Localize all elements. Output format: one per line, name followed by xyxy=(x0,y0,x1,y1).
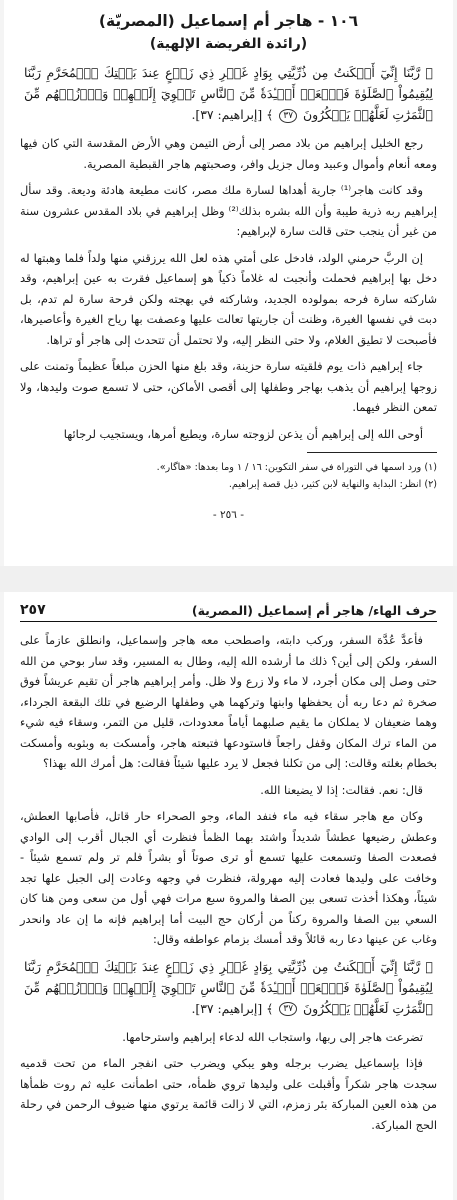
verse-text: ﴿ رَّبَّنَا إِنِّيٓ أَسۡكَنتُ مِن ذُرِّيَّتِي بِوَادٍ غَيۡرِ ذِي زَرۡعٍ عِندَ بَيۡتِكَ ٱلۡمُحَرَّمِ رَبَّنَا لِيُقِيمُواْ ٱلصَّلَوٰةَ فَٱجۡعَلۡ أَفۡـِٔدَةٗ مِّنَ ٱلنَّاسِ تَهۡوِيٓ إِلَيۡهِمۡ وَٱرۡزُقۡهُم مِّنَ ٱلثَّمَرَٰتِ لَعَلَّهُمۡ يَشۡكُرُونَ xyxy=(24,958,433,1016)
paragraph: أوحى الله إلى إبراهيم أن يذعن لزوجته سارة، ويطيع أمرها، ويستجيب لرجائها xyxy=(63,426,423,441)
verse-text: ﴿ رَّبَّنَا إِنِّيٓ أَسۡكَنتُ مِن ذُرِّيَّتِي بِوَادٍ غَيۡرِ ذِي زَرۡعٍ عِندَ بَيۡتِكَ ٱلۡمُحَرَّمِ رَبَّنَا لِيُقِيمُواْ ٱلصَّلَوٰةَ فَٱجۡعَلۡ أَفۡـِٔدَةٗ مِّنَ ٱلنَّاسِ تَهۡوِيٓ إِلَيۡهِمۡ وَٱرۡزُقۡهُم مِّنَ ٱلثَّمَرَٰتِ لَعَلَّهُمۡ يَشۡكُرُونَ xyxy=(24,65,433,122)
chapter-subtitle: (رائدة الفريضة الإلهية) xyxy=(149,36,308,52)
quran-verse xyxy=(20,956,437,1019)
book-page-256 xyxy=(4,0,453,566)
footnote: (١) ورد اسمها في التوراة في سفر التكوين: ١٦ / ١ وما بعدها: «هاگار». xyxy=(156,462,437,473)
ayah-number-marker: ٣٧ xyxy=(279,109,297,123)
paragraph: وكان مع هاجر سقاء فيه ماء فنفد الماء، وجو الصحراء حار قاتل، فأصابها العطش، وعطش رضيعها عطشاً شديداً واشتد بهما الظمأ فنظرت أي الجبال أقرب إلى الوادي فصعدت الصفا وتسمعت عليها تسمع أو ترى صوتاً أو بشراً فلم تر ولم تسمع شيئاً - وخافت على وليدها فعادت إليه مهرولة، فنظرت في وجهه وعادت إلى الجبل علها تجد شيئاً، وهكذا أخذت تسعى بين الصفا والمروة سبع مرات فهي أول من سعى ومن هنا كان السعي بين الصفا والمروة ركناً من أركان حج البيت أما إبراهيم فإنه ما إن عاد وانحدر وغاب عن عينها دعا ربه قائلاً وقد أمسك بزمام عواطفه وقال: xyxy=(20,809,437,946)
verse-reference: ﴾ [إبراهيم: ٣٧]. xyxy=(191,1000,274,1016)
paragraph: إن الربَّ حرمني الولد، فادخل على أمتي هذه لعل الله يرزقني منها ولداً فلما وهبتها له دخل بها إبراهيم فحملت وأنجبت له غلاماً ذكياً هو إسماعيل فقرت به عين إبراهيم، وقد شاركته سارة فرحه بمولوده الجديد، وشاركته في بهجته ولكن فرحة سارة لم تدم، بل دبت في نفسها الغيرة، وظنت أن جاريتها تعالت عليها وعصفت بها رياح الغيرة وأعاصيرها، فأصبحت لا تطيق الغلام، ولا حتى النظر إليه، ولا تحتمل أن تتحدث إلى هاجر أو تراها. xyxy=(20,250,437,347)
paragraph: فإذا بإسماعيل يضرب برجله وهو يبكي ويضرب حتى انفجر الماء من تحت قدميه سجدت هاجر شكراً وأقبلت على وليدها تروي ظمأه، حتى اطمأنت عليه ثم روت ظمأها من هذه العين المباركة بئر زمزم، التي لا زالت قائمة يرتوي منها ضيوف الرحمن في رحلة الحج المباركة. xyxy=(20,1056,437,1132)
page-number: ٢٥٧ xyxy=(20,602,46,618)
page-gap xyxy=(0,566,457,592)
paragraph: تضرعت هاجر إلى ربها، واستجاب الله لدعاء إبراهيم واسترحامها. xyxy=(122,1029,423,1044)
footnote-divider xyxy=(307,452,437,453)
chapter-title: ١٠٦ - هاجر أم إسماعيل (المصريّة) xyxy=(98,12,359,30)
ayah-number-marker: ٣٧ xyxy=(279,1002,297,1016)
verse-reference: ﴾ [إبراهيم: ٣٧]. xyxy=(191,107,274,122)
paragraph: رجع الخليل إبراهيم من بلاد مصر إلى أرض التيمن وهي الأرض المقدسة التي كان فيها ومعه أنعام وأموال وعبيد ومال جزيل وافر، وصحبتهم هاجر القبطية المصرية. xyxy=(20,136,437,171)
running-header xyxy=(20,592,437,622)
paragraph: جاء إبراهيم ذات يوم فلقيته سارة حزينة، وقد بلغ منها الحزن مبلغاً عظيماً وتمنت على زوجها إبراهيم أن يذهب بهاجر وطفلها إلى أقصى الأماكن، حتى لا تسمع صوت وليدها، ولا تمعن النظر فيهما. xyxy=(20,359,437,414)
book-page-257 xyxy=(4,592,453,1200)
paragraph: قال: نعم. فقالت: إذا لا يضيعنا الله. xyxy=(260,782,423,797)
page-number: - ٢٥٦ - xyxy=(212,509,245,521)
quran-verse xyxy=(20,62,437,125)
footnote: (٢) انظر: البداية والنهاية لابن كثير، ذيل قصة إبراهيم. xyxy=(228,479,437,490)
running-header-title: حرف الهاء/ هاجر أم إسماعيل (المصرية) xyxy=(191,602,437,618)
paragraph: فأعدَّ عُدَّة السفر، وركب دابته، واصطحب معه هاجر وإسماعيل، وانطلق عازماً على السفر، ولكن إلى أين؟ ذلك ما أرشده الله إليه، وطال به المسير، وقد سار بوحي من الله حتى وصل إلى مكان أجرد، لا ماء ولا زرع ولا ظل. وأمر إبراهيم هاجر أن تقيم عريشاً فوق صخرة ثم دعا ربه أن يحفظها وابنها وتركهما هي وطفلها الرضيع في تلك البقعة الجرداء، وهما ضعيفان لا يملكان ما يقيم صلبهما أياماً معدودات، قليل من التمر، وسقاء فيه شيء من الماء ترك المكان وقفل راجعاً فاستودعها فتبعته هاجر، وأمسكت به وبثوبه وأمسكت بخطام بغلته وقالت: إلى من تكلنا فجعل لا يرد عليها شيئاً فقالت: هل أمرك الله بهذا؟ xyxy=(20,633,437,770)
paragraph: وقد كانت هاجر⁽¹⁾ جارية أهداها لسارة ملك مصر، كانت مطيعة هادئة وديعة. وقد سأل إبراهيم ربه ذرية طيبة وأن الله بشره بذلك⁽²⁾ وظل إبراهيم في بلاد المقدس عشرون سنة من غير أن ينجب حتى قالت سارة لإبراهيم: xyxy=(20,183,437,238)
